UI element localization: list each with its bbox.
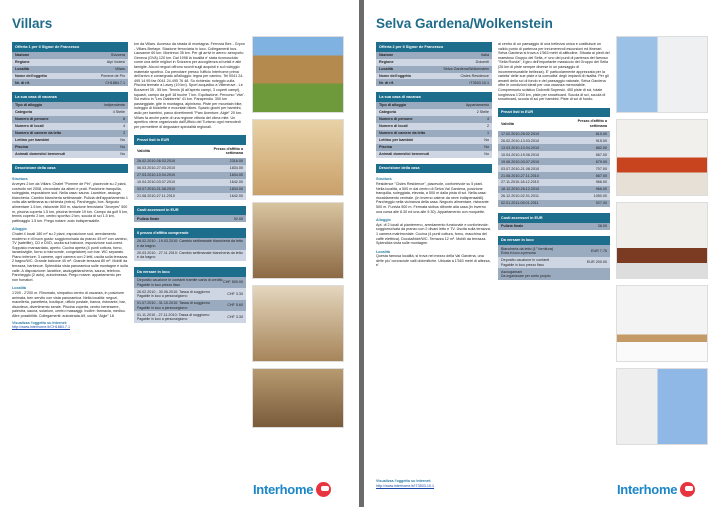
row-value: CH1884.7.1: [105, 80, 125, 85]
col-validity: Validità: [501, 121, 514, 126]
row-label: Pulizia finale: [137, 216, 160, 221]
price-value: 1642.00: [229, 180, 243, 185]
row-label: Lettino per bambini: [15, 138, 50, 143]
photo-kitchen: [252, 285, 344, 362]
price-value: 966.00: [595, 187, 607, 192]
description-header: Descrizione della casa: [12, 164, 128, 174]
photo-dining: [252, 368, 344, 428]
property-link[interactable]: http://www.interhome.it/CH1884.7.1: [12, 325, 71, 330]
interhome-logo: Interhome: [253, 482, 331, 497]
onsite-item: Deposito cauzione in contanti: [501, 258, 550, 263]
extra-costs-table: [498, 213, 610, 230]
row-value: 1: [486, 131, 489, 136]
price-row: [134, 193, 246, 200]
extra-header: Costi accessori in EUR: [498, 213, 610, 223]
row-label: Nazione: [15, 52, 30, 57]
section-title: Alloggio: [12, 227, 27, 232]
row-value: 4: [122, 124, 125, 129]
row-label: Nr. di rif.: [379, 80, 394, 85]
extra-costs-table: [134, 206, 246, 223]
table-row: [134, 215, 246, 222]
price-period: 19.06.2010-03.07.2010: [501, 159, 540, 164]
price-row: [134, 165, 246, 172]
page-title: Selva Gardena/Wolkenstein: [376, 16, 553, 31]
price-period: 02.01.2011-08.01.2011: [501, 201, 539, 206]
onsite-amount: EUR 200.00: [586, 260, 607, 265]
table-row: [12, 130, 128, 137]
table-row: [376, 52, 492, 59]
row-value: No: [484, 138, 489, 143]
price-value: 1642.00: [229, 194, 243, 199]
info-column-2: [134, 42, 246, 329]
table-row: [12, 52, 128, 59]
interhome-logo-icon: [680, 482, 695, 497]
link-label: Visualizza l'oggetto su Internet:: [12, 320, 68, 325]
price-row: [498, 151, 610, 158]
table-row: [376, 66, 492, 73]
onsite-note: Pagabile in loco a persona/giorno: [137, 294, 188, 299]
onsite-left: [501, 258, 587, 267]
offer-header: Offerta 1 per Il Signor de Francesco: [12, 42, 128, 52]
price-period: 13.03.2010-10.04.2010: [501, 145, 540, 150]
row-label: Categoria: [15, 110, 33, 115]
row-label: Pulizia finale: [501, 223, 524, 228]
section-text: Questa famosa località, si trova nel mezzo della Val Gardena, una delle piu' conosciute valli dolomitiche. Ubicata a 1'563 metri di altezza, e': [376, 254, 491, 268]
price-period: 03.07.2010-21.08.2010: [137, 187, 176, 192]
link-label: Visualizza l'oggetto su Internet:: [376, 479, 432, 483]
price-row: [134, 172, 246, 179]
onsite-row: [134, 300, 246, 312]
table-row: [376, 130, 492, 137]
price-period: 21.08.2010-27.11.2010: [501, 173, 539, 178]
price-row: [498, 144, 610, 151]
table-row: [12, 102, 128, 109]
price-value: 567.00: [595, 152, 607, 157]
price-row: [498, 186, 610, 193]
row-value: No: [120, 145, 125, 150]
photo-gallery: [252, 36, 344, 428]
onsite-left: [137, 301, 227, 310]
row-value: No: [120, 152, 125, 156]
price-value: 2316.00: [229, 159, 243, 164]
price-value: 810.00: [595, 131, 607, 136]
section-title: Località: [12, 286, 26, 291]
row-value: Pomme de Pin: [100, 73, 125, 78]
table-row: [498, 223, 610, 230]
onsite-row: [498, 245, 610, 257]
onsite-amount: EUR 7.75: [591, 248, 607, 253]
section-title: Struttura: [376, 177, 392, 182]
table-row: [376, 79, 492, 86]
row-value: Dolomiti: [475, 59, 489, 64]
section-text: 1'200 - 2'200 m. Rinomato, simpatico centro di vacanza, in posizione animata, ben servito con vista panoramica. Nella località: negozi, macelleria, panetteria, boutique, ufficio postale, banca, ristorante, bar, discoteca, divertimento serale. Piscina coperta, centro benessere, palestra, sauna, solarium, centro massaggi. Inoltre: farmacia, medico. Altre possibilità. Collegamenti: autostrada A9, uscita "Aigle" 18: [12, 291, 126, 318]
row-value: Villars: [115, 66, 125, 71]
onsite-item: Asciugamani: [501, 269, 523, 274]
page-selva-gardena: [364, 0, 723, 507]
price-period: 26.12.2010-02.01.2011: [501, 194, 539, 199]
table-row: [12, 137, 128, 144]
info-column-2: [498, 42, 610, 286]
row-label: Tipo di alloggio: [379, 103, 407, 108]
section-title: Località: [376, 249, 390, 254]
row-value: 38.00: [597, 223, 607, 228]
includes-text: 26.02.2010 - 19.03.2010: Cambio settimanale biancheria da letto e da bagno: [137, 239, 243, 248]
onsite-note: Pagabile in loco a persona/giorno: [137, 317, 188, 322]
price-value: 882.00: [595, 145, 607, 150]
col-price: Prezzo d'affitto a settimana: [213, 146, 243, 156]
onsite-amount: CHF 3.30: [227, 291, 243, 296]
onsite-row: [498, 268, 610, 280]
onsite-left: [501, 270, 607, 279]
row-value: 3: [122, 131, 125, 136]
row-value: Alpi Vodesi: [106, 59, 125, 64]
price-value: 1834.00: [229, 166, 243, 171]
price-row: [498, 200, 610, 207]
photo-dining-area: [616, 202, 708, 279]
onsite-amount: CHF 3.30: [227, 314, 243, 319]
table-row: [12, 59, 128, 66]
extra-header: Costi accessori in EUR: [134, 206, 246, 216]
onsite-left: [137, 313, 227, 322]
price-period: 21.08.2010-27.11.2010: [137, 194, 175, 199]
table-row: [12, 73, 128, 80]
row-value: 2: [486, 124, 489, 129]
offer-table: [12, 42, 128, 86]
row-value: Cisles Residence: [460, 73, 489, 78]
price-row: [498, 193, 610, 200]
onsite-left: [501, 247, 591, 256]
col-price: Prezzo d'affitto a settimana: [577, 119, 607, 128]
table-row: [12, 66, 128, 73]
includes-row: [134, 250, 246, 262]
price-period: 10.04.2010-03.07.2010: [137, 180, 176, 185]
row-label: Piscina: [379, 145, 392, 150]
row-label: Tipo di alloggio: [15, 103, 43, 108]
price-row: [498, 179, 610, 186]
row-label: Animali domestici benvenuti: [379, 152, 429, 156]
row-label: Regione: [15, 59, 30, 64]
includes-text: 20.03.2010 - 27.11.2010: Cambio settimanale biancheria da letto e da bagno: [137, 250, 243, 260]
onsite-amount: CHF 500.00: [223, 280, 243, 285]
table-row: [376, 116, 492, 123]
table-row: [376, 123, 492, 130]
price-value: 927.00: [595, 201, 607, 206]
section-text: Residence "Cisles Residence", piacevole, confortevole su 5 piani. Nella località, a 500 m dal centro di Selva Val Gardena, posizione tranquilla, soleggiata, elevata, a 500 m dalla pista di sci. Nella casa: riscaldamento centrale. (In inverno catene da neve indispensabili). Parcheggio nella vicinanza della casa. Negozio alimentare, ristorante 500 m. Funivia 500 m. Fermata skibus difronte alla casa (in inverno una corsa alle 8.30 ed una alle 9.30). Appartamento con moquette.: [376, 181, 489, 214]
table-row: [376, 73, 492, 80]
interhome-logo: Interhome: [617, 482, 695, 497]
row-value: Indipendente: [103, 103, 125, 108]
photo-living-room: [616, 119, 708, 196]
house-header: La sua casa di vacanza: [376, 92, 492, 102]
table-row: [12, 109, 128, 116]
row-label: Numero di persone: [379, 117, 413, 122]
onsite-note: Extra in loco a persona: [501, 251, 536, 256]
photo-chalet-exterior: [252, 36, 344, 113]
table-row: [12, 151, 128, 158]
price-value: 966.00: [595, 180, 607, 185]
description-sections: [376, 177, 492, 268]
price-row: [134, 179, 246, 186]
description-header: Descrizione della casa: [376, 164, 492, 174]
row-label: Località: [15, 66, 29, 71]
photo-building-winter: [616, 36, 708, 113]
row-label: Numero di camere da letto: [379, 131, 426, 136]
row-label: Località: [379, 66, 393, 71]
row-label: Nome dell'oggetto: [15, 73, 48, 78]
price-value: 1050.00: [593, 194, 607, 199]
onsite-row: [134, 311, 246, 323]
row-value: No: [120, 138, 125, 143]
price-row: [134, 186, 246, 193]
house-table: [12, 92, 128, 157]
onsite-left: [137, 278, 223, 287]
section-text: Arveyes 2 km da Villars: Chalet "Pomme de Pin", piacevole su 2 piani, costruito nel 2008, circondato da alberi e prati. Posizione tranquilla, soleggiata, esposizione sud. Nella casa: sauna. Lavatrice, asciuga biancheria. Cambio biancheria settimanale. Pulizia dell'appartamento 1 volta alla settimana su richiesta (extra). Parcheggio, box. Negozio alimentare 1.5 km, ristorante 500 m, stazione ferroviaria "Arveyes" 500 m, piscina coperta 1.5 km, piscina termale 19 km. Campo da golf 5 km, tennis coperto 2 km, centro sportivo 2 km, scuola di sci 1.5 km, pattinaggio 1.5 km. Prego notare: auto indispensabile.: [12, 181, 128, 223]
table-row: [12, 123, 128, 130]
onsite-item: Biancheria da letto (1° fornitura): [501, 246, 554, 251]
house-header: La sua casa di vacanza: [12, 92, 128, 102]
price-row: [498, 165, 610, 172]
prices-header: Prezzi listi in EUR: [498, 108, 610, 118]
house-table: [376, 92, 492, 157]
table-row: [376, 151, 492, 158]
offer-table: [376, 42, 492, 86]
table-row: [376, 137, 492, 144]
table-row: [376, 59, 492, 66]
prices-header: Prezzi listi in EUR: [134, 135, 246, 145]
onsite-header: Da versare in loco: [134, 267, 246, 277]
price-value: 1834.00: [229, 187, 243, 192]
page-title: Villars: [12, 16, 53, 31]
section-title: Alloggio: [376, 218, 391, 223]
photo-bedroom: [616, 285, 708, 362]
row-label: Nazione: [379, 52, 394, 57]
location-text: al centro di un paesaggio di una bellezza unica e costituisce un valido punto di partenza per innumerevoli escursioni ed itinerari. Selva Gardena si trova a 1'563 metri di altitudine. Situata ai piedi del maestoso Gruppo del Sella, e' uno dei punti di partenza del famoso "Sella Ronda", il giro dell'importante massiccio del Gruppo del Sella (26 km di piste sempre diverse in un paesaggio di incommensurabile bellezza). E' particolarmente apprezzata per la varieta' delle sue piste e la comodita' degli impianti di risalita. Per gli amanti dello sci di fondo e del paesaggio naturale, Selva Gardena offre le condizioni ideali per una vacanza memorabile. Comprensorio sciistico Dolomiti Superski. 450 piste di sci, totale lunghezza 1'200 km, piste per snowboard. Scuola di sci, scuola di snowboard, scuola di sci per bambini. Piste di sci di fondo.: [498, 42, 610, 102]
onsite-item: 01.07.2010 - 31.10.2010: Tassa di soggiorno: [137, 301, 210, 306]
table-row: [12, 79, 128, 86]
onsite-left: [137, 290, 227, 299]
photo-interior-loft: [252, 119, 344, 196]
row-label: Piscina: [15, 145, 28, 150]
price-row: [498, 137, 610, 144]
onsite-row: [134, 288, 246, 300]
onsite-row: [134, 277, 246, 289]
row-label: Numero di locali: [379, 124, 408, 129]
row-value: 92.00: [233, 216, 243, 221]
onsite-item: 01.11.2010 - 27.11.2010: Tassa di soggiorno: [137, 312, 210, 317]
link-block: [376, 479, 492, 488]
prices-table: [134, 135, 246, 200]
row-label: Categoria: [379, 110, 397, 115]
price-period: 17.02.2010-26.02.2010: [501, 131, 540, 136]
description-sections: [12, 177, 128, 318]
price-value: 915.00: [595, 138, 607, 143]
row-value: No: [484, 145, 489, 150]
section-text: Apt. di 2 locali al pianterreno, arredamento funzionale e confortevole: soggiorno/sala da pranzo con 2 divani letto e TV. Uscita sulla terrazza. 1 camera matrimoniale. Cucina (4 punti cottura, forno, macchina del caffè elettrica). Doccia/bidè/WC. Terrazza 12 m². Mobili da terrazza. Splendida vista sulle montagne.: [376, 222, 491, 246]
onsite-note: Pagabile in loco prezzo fisso: [137, 282, 180, 287]
interhome-logo-icon: [316, 482, 331, 497]
row-label: Lettino per bambini: [379, 138, 414, 143]
price-period: 27.11.2010-18.12.2010: [501, 180, 539, 185]
row-label: Nr. di rif.: [15, 80, 30, 85]
price-period: 03.07.2010-21.08.2010: [501, 166, 540, 171]
onsite-note: Pagabile in loco prezzo fisso: [501, 262, 544, 267]
table-row: [12, 144, 128, 151]
onsite-row: [498, 257, 610, 269]
price-row: [498, 172, 610, 179]
includes-header: Il prezzo d'affitto comprende: [134, 228, 246, 238]
row-label: Nome dell'oggetto: [379, 73, 412, 78]
section-text: Chalet 4 locali 180 m² su 2 piani, esposizione sud, arredamento moderno e di buon gusto: soggiorno/sala da pranzo 45 m² con camino, TV (satellite), CD e DVD, uscita sul balcone, esposizione sud-ovest. Soppalco mansardato, aperto. Cucina aperta (4 punti cottura, forno, lavastoviglie, forno a microonde, congelatore) con bar. WC separato. Piano inferiore: 3 camere, ogni camera con 2 letti, uscita sulla terrazza. 2 bagno/WC. Grande balcone 40 m². Grande terrazza 80 m². Mobili da terrazza, barbecue. Splendida vista panoramica sulle montagne e sulla valle. A disposizione: lavatrice, asciugabiancheria, sauna, telefono. Parcheggio (2 auto), autorimessa. Prego notare: appartamento per non fumatori.: [12, 231, 129, 282]
table-row: [12, 116, 128, 123]
photo-living-room: [252, 202, 344, 279]
includes-row: [134, 238, 246, 250]
row-value: 2 Stelle: [476, 110, 489, 115]
row-value: Italia: [481, 52, 489, 57]
photo-gallery: [616, 36, 708, 445]
row-label: Numero di persone: [15, 117, 49, 122]
row-value: 8: [122, 117, 125, 122]
row-label: Regione: [379, 59, 394, 64]
property-link[interactable]: http://www.interhome.it/IT3503.10.1: [376, 483, 435, 488]
price-period: 10.04.2010-19.06.2010: [501, 152, 540, 157]
row-value: 4: [486, 117, 489, 122]
onsite-item: 26.02.2010 - 30.06.2010: Tassa di soggiorno: [137, 289, 210, 294]
price-row: [498, 158, 610, 165]
price-value: 1834.00: [229, 173, 243, 178]
row-label: Animali domestici benvenuti: [15, 152, 65, 156]
row-value: Selva Gardena/Wolkenstein: [443, 66, 489, 71]
row-value: IT3503.10.1: [469, 80, 489, 85]
price-period: 26.02.2010-13.03.2010: [501, 138, 540, 143]
photo-exterior-snow: [616, 368, 708, 445]
table-row: [376, 102, 492, 109]
page-villars: [0, 0, 359, 507]
row-value: 4 Stelle: [112, 110, 125, 115]
section-title: Struttura: [12, 177, 28, 182]
price-value: 707.00: [595, 166, 607, 171]
onsite-amount: CHF 5.60: [227, 303, 243, 308]
price-row: [498, 131, 610, 138]
offer-header: Offerta 2 per Il Signor de Francesco: [376, 42, 492, 52]
prices-table: [498, 108, 610, 207]
table-row: [376, 109, 492, 116]
row-label: Numero di locali: [15, 124, 44, 129]
row-label: Numero di camere da letto: [15, 131, 62, 136]
price-period: 06.03.2010-27.03.2010: [137, 166, 176, 171]
price-value: 567.00: [595, 173, 607, 178]
price-row: [134, 158, 246, 165]
price-period: 27.03.2010-10.04.2010: [137, 173, 176, 178]
info-column: [376, 42, 492, 268]
includes-table: [134, 228, 246, 261]
col-validity: Validità: [137, 149, 150, 154]
location-text: km da Villars. Accesso da strada di montagna. Ferrovia Bex - Gryon - Villars-Bretaye. Stazione ferroviaria in loco. Collegamenti bus. Lausanne 60 km. Montreux 35 km. Per gli arrivi in aereo: aeroporto Geneva (GVA) 120 km. Dal 1998 la località e' stata riconosciuta come una delle migliori in Svizzera per accoglienza ai turisti e alle famiglie. Alcuni negozi offrono sconti sugli acquisti e sul noleggio materiale sportivo. Da prenotare presso l'ufficio Interhome prima dell'arrivo e consegnato all'alloggio: legna per camino. Tel 0041 24-495 14 95 fax 0041 24-495 76 48. Su richiesta: noleggio culla. Piscina termale a Lavey (19 km). Sport acquatico a Villeneuve - Le Bouveret 35 - 55 km. Tennis (6 all'aperto campi, 3 coperti campi), squash, campo da golf 18 buche 7 km. Equitazione. Percorso "vita". Sci estivo in "Les Diablerets" 41 km. Parapendio. 300 km passeggiate, gite in montagna, alpinismo. Piste per mountain bike, noleggio di biciclette e mountain bikes. Spazio giochi per bambini, asilo per bambini, parco divertimenti "Parc Aventure, Aigle" 20 km. Villars fa anche parte di una regione vittoria del clima mite. Un aperitivo viene organizzato dall'Ufficio del Turismo ogni mercoledì per permettere di degustare specialità regionali.: [134, 42, 245, 129]
onsite-table: [134, 267, 246, 323]
price-period: 18.12.2010-26.12.2010: [501, 187, 540, 192]
info-column: [12, 42, 128, 330]
row-value: No: [484, 152, 489, 156]
onsite-note: Da organizzare per conto proprio: [501, 274, 551, 279]
price-period: 26.02.2010-06.03.2010: [137, 159, 176, 164]
table-row: [376, 144, 492, 151]
row-value: Svizzera: [110, 52, 125, 57]
onsite-note: Pagabile in loco a persona/giorno: [137, 305, 188, 310]
onsite-item: Deposito cauzione in contanti tramite carta di credito: [137, 277, 223, 282]
row-value: Appartamento: [465, 103, 489, 108]
onsite-table: [498, 236, 610, 280]
price-value: 679.00: [595, 159, 607, 164]
onsite-header: Da versare in loco: [498, 236, 610, 246]
